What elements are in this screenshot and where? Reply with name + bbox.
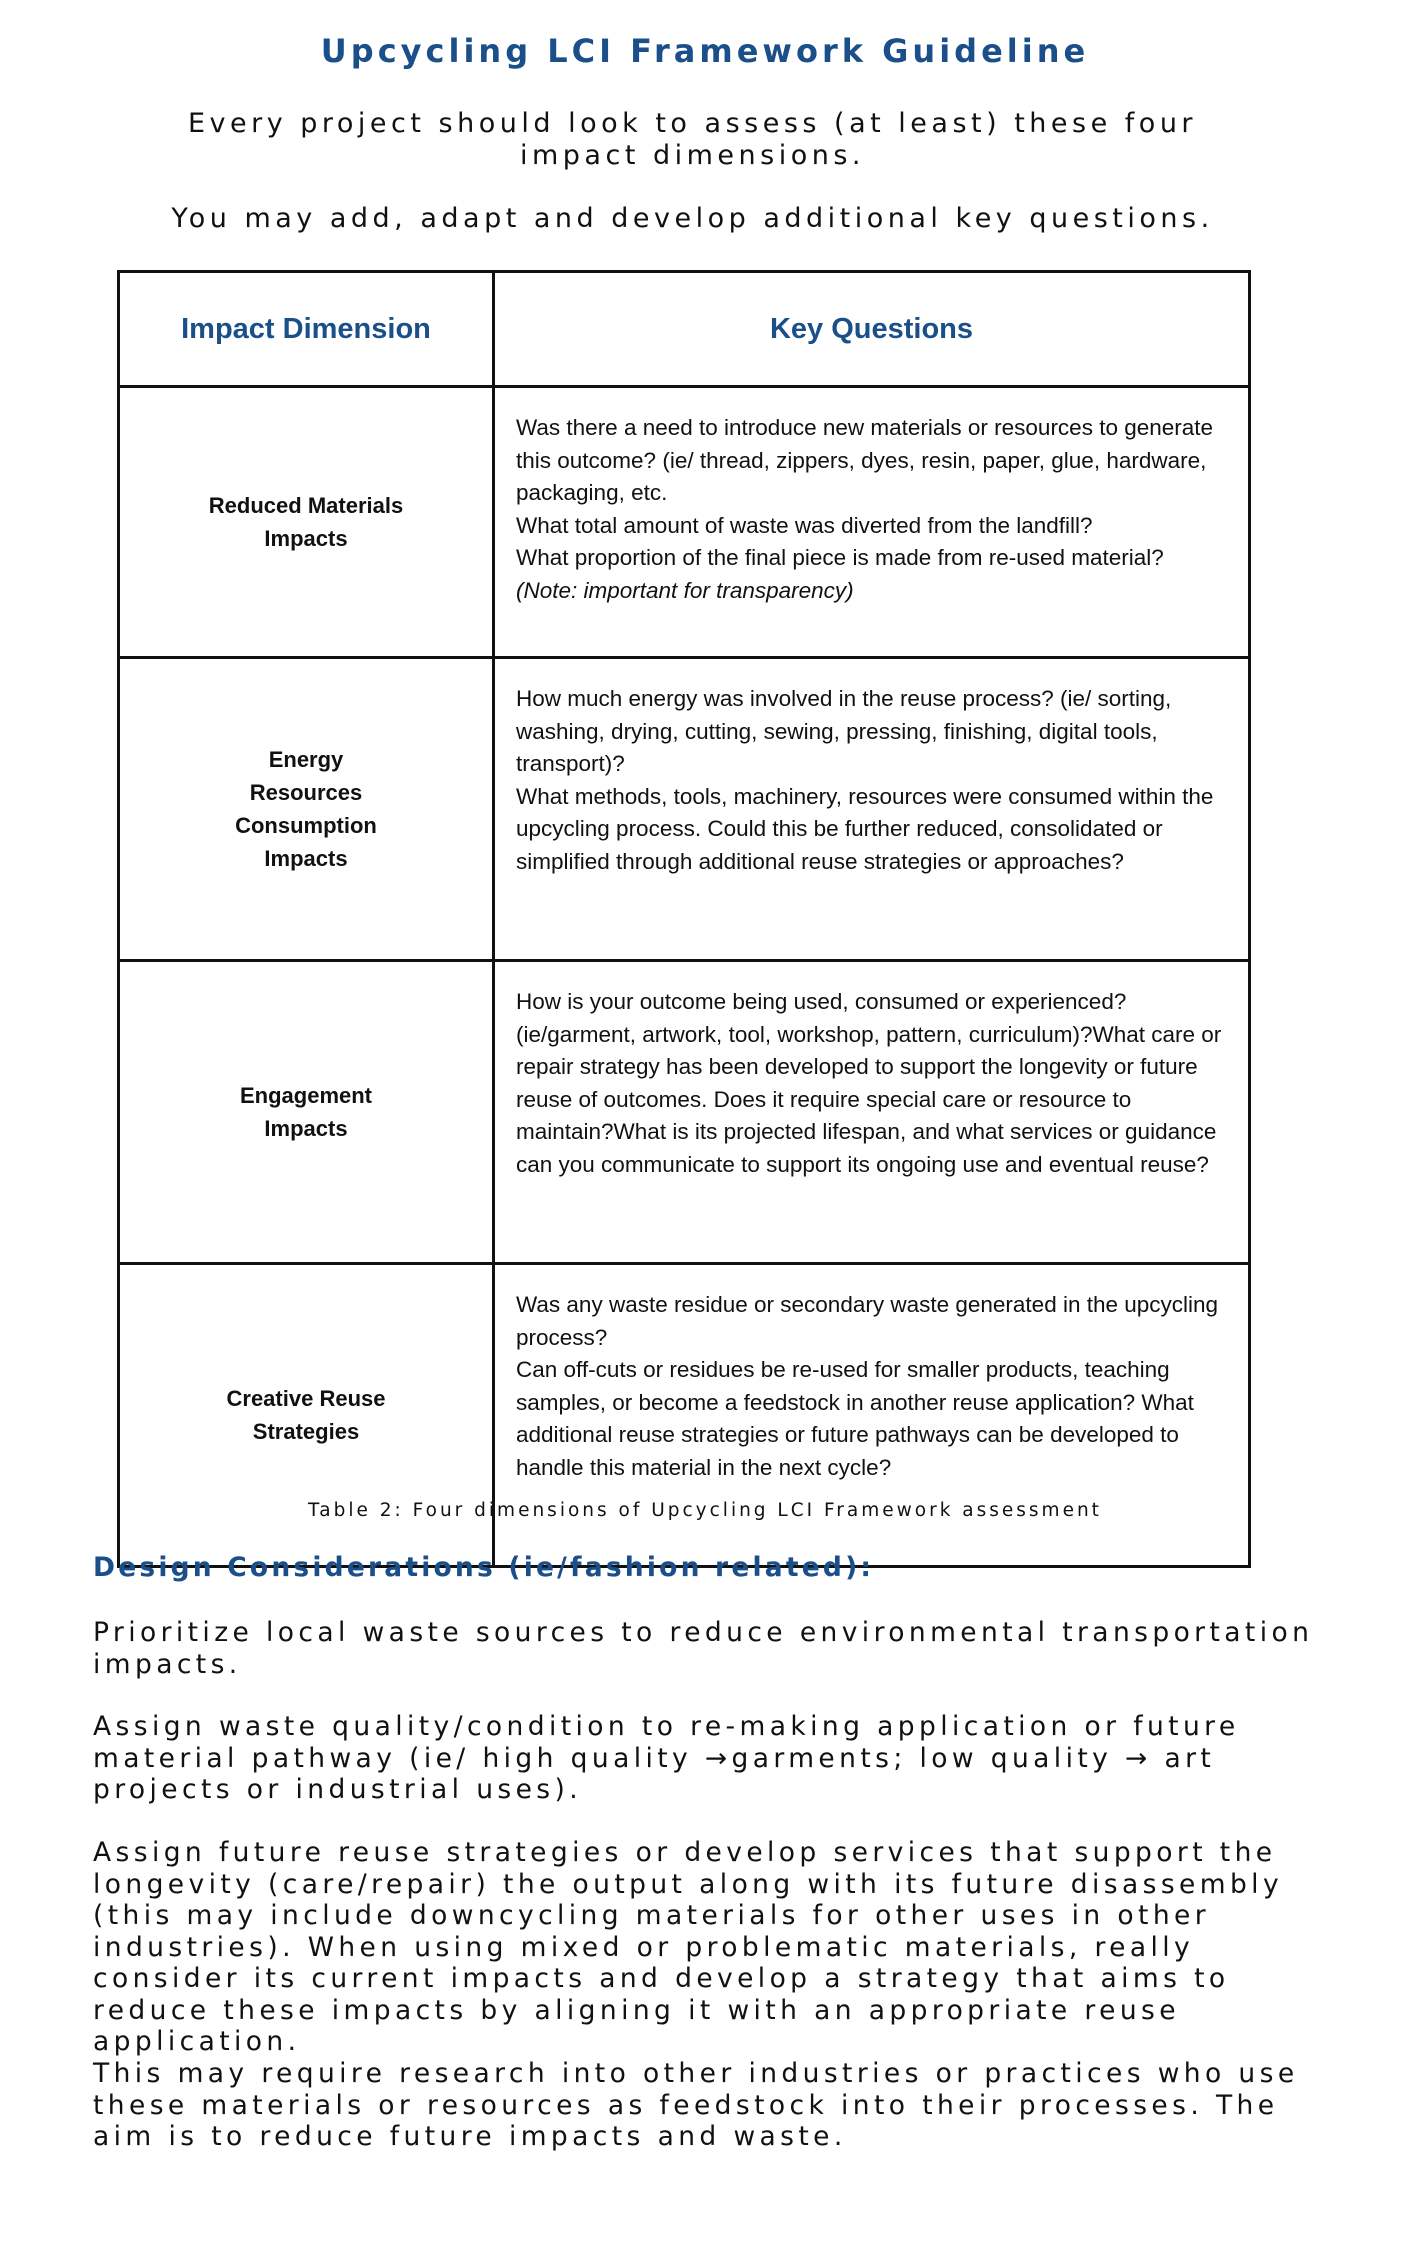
question-text: How much energy was involved in the reuse process? (ie/ sorting, washing, drying, cutting, sewing, pressing, finishing, digital tools, transport)? <box>516 686 1172 776</box>
table-caption: Table 2: Four dimensions of Upcycling LCI Framework assessment <box>308 1500 1102 1521</box>
dimension-label: Energy Resources Consumption Impacts <box>235 747 377 871</box>
table-row <box>119 961 1250 1264</box>
table-header-row <box>119 272 1250 387</box>
intro-text: Every project should look to assess (at least) these four impact dimensions. <box>187 108 1198 171</box>
dimension-cell-engagement <box>119 961 494 1264</box>
question-text: How is your outcome being used, consumed or experienced? (ie/garment, artwork, tool, workshop, pattern, curriculum)?What care or repair strategy has been developed to support the longevity or future reuse of outcomes. Does it require special care or resource to maintain?What is its projected lifespan, and what services or guidance can you communicate to support its ongoing use and eventual reuse? <box>516 989 1222 1177</box>
dimension-cell-energy-resources <box>119 658 494 961</box>
table-row <box>119 387 1250 658</box>
questions-cell-energy-resources <box>494 658 1250 961</box>
dimension-label: Creative Reuse Strategies <box>226 1386 386 1444</box>
design-paragraph: Prioritize local waste sources to reduce environmental transportation impacts. <box>93 1617 1314 1680</box>
dimension-label: Reduced Materials Impacts <box>208 493 404 551</box>
question-text-part: What proportion of the final piece is made from re-used material? <box>516 545 1164 570</box>
header-impact-dimension: Impact Dimension <box>119 272 494 387</box>
intro-subtext: You may add, adapt and develop additional key questions. <box>171 203 1214 234</box>
header-key-questions: Key Questions <box>494 272 1250 387</box>
question-text: Can off-cuts or residues be re-used for smaller products, teaching samples, or become a feedstock in another reuse application? What additional reuse strategies or future pathways can be developed to handle this material in the next cycle? <box>516 1357 1194 1480</box>
dimension-label: Engagement Impacts <box>239 1083 373 1141</box>
questions-cell-engagement <box>494 961 1250 1264</box>
dimension-cell-reduced-materials <box>119 387 494 658</box>
framework-table <box>117 270 1251 1568</box>
question-text: What methods, tools, machinery, resources were consumed within the upcycling process. Could this be further reduced, consolidated or simplified through additional reuse strategies or approaches? <box>516 783 1214 874</box>
dimension-cell-creative-reuse <box>119 1264 494 1567</box>
design-paragraph: Assign waste quality/condition to re-making application or future material pathway (ie/ high quality →garments; low quality → art projects or industrial uses). <box>93 1711 1240 1805</box>
design-considerations-heading: Design Considerations (ie/fashion related): <box>93 1552 875 1583</box>
question-text: Was any waste residue or secondary waste generated in the upcycling process? <box>516 1292 1219 1350</box>
design-paragraph: Assign future reuse strategies or develop services that support the longevity (care/repair) the output along with its future disassembly (this may include downcycling materials for other uses in other industries). When using mixed or problematic materials, really consider its current impacts and develop a strategy that aims to reduce these impacts by aligning it with an appropriate reuse application. <box>93 1837 1284 2057</box>
questions-cell-reduced-materials <box>494 387 1250 658</box>
question-text: Was there a need to introduce new materials or resources to generate this outcome? (ie/ thread, zippers, dyes, resin, paper, glue, hardware, packaging, etc. <box>516 415 1214 505</box>
transparency-note: (Note: important for transparency) <box>516 577 854 603</box>
table-row <box>119 658 1250 961</box>
table-row <box>119 1264 1250 1567</box>
questions-cell-creative-reuse <box>494 1264 1250 1567</box>
design-paragraph: This may require research into other industries or practices who use these materials or resources as feedstock into their processes. The aim is to reduce future impacts and waste. <box>93 2058 1299 2152</box>
question-text <box>516 542 1230 607</box>
document-title: Upcycling LCI Framework Guideline <box>320 32 1090 70</box>
question-text: What total amount of waste was diverted from the landfill? <box>516 512 1093 538</box>
